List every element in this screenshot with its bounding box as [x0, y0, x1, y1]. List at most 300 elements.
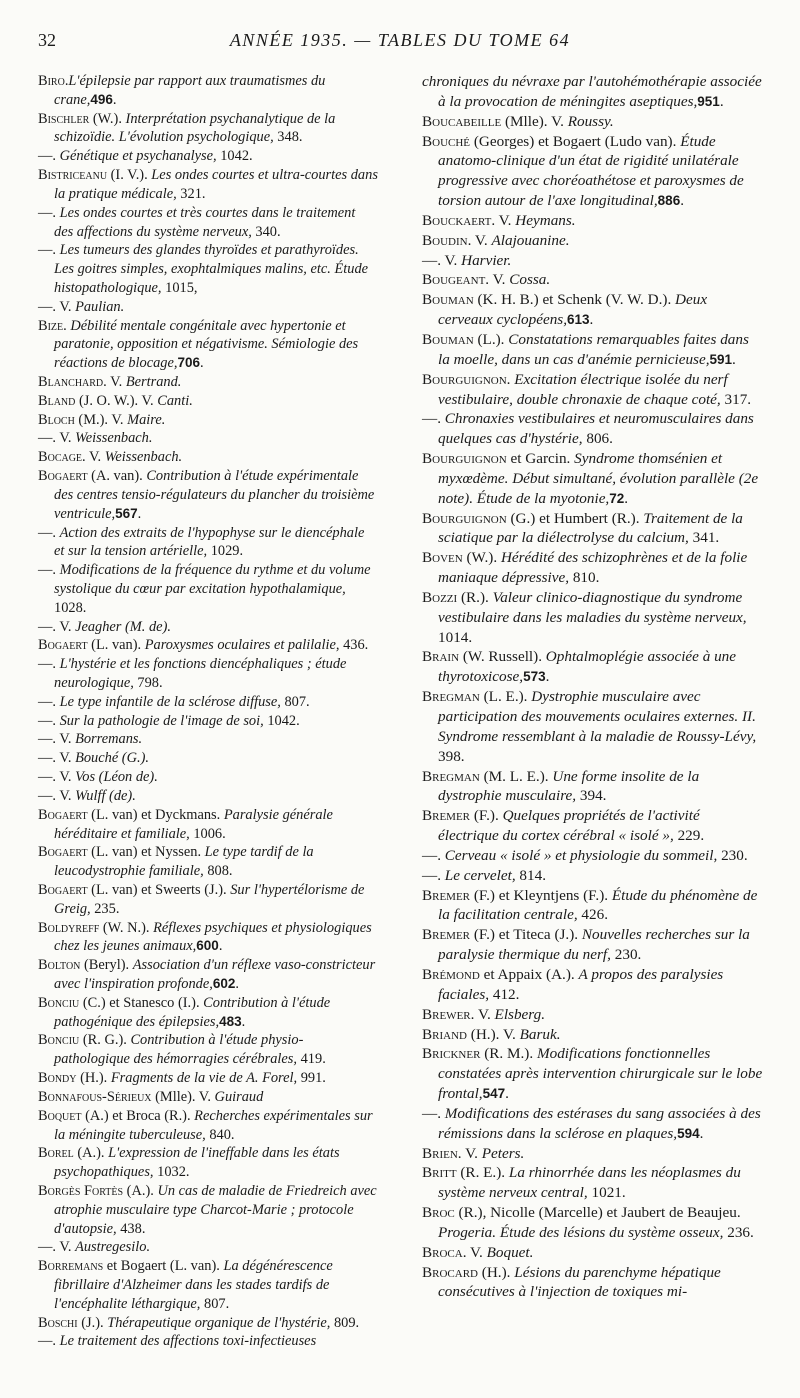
entry-tail: 1028. — [54, 599, 87, 616]
entry-text: (F.) et Titeca (J.). — [470, 926, 582, 944]
entry-text: V. — [106, 374, 126, 390]
page-reference: 706 — [177, 355, 201, 371]
entry-text: (W. Russell). — [459, 648, 546, 666]
entry-title: Paulian. — [75, 298, 125, 315]
author-name: Bourguignon — [422, 450, 507, 468]
author-name: Brickner — [422, 1045, 481, 1063]
entry-text: V. — [489, 271, 510, 289]
entry-title: Génétique et psychanalyse, — [59, 148, 217, 165]
entry-title: Syndrome thomsénien et myxœdème. Début simultané, évolution parallèle (2e note). Étude de la myotonie, — [438, 450, 759, 507]
entry-tail: 426. — [577, 906, 608, 924]
entry-tail: . — [112, 91, 117, 108]
page-reference: 600 — [196, 938, 219, 954]
author-name: Boucabeille — [422, 112, 502, 130]
entry-title: Une forme insolite de la dystrophie musculaire, — [438, 767, 700, 805]
entry-text: —. — [38, 693, 60, 710]
entry-text: (W. N.). — [99, 919, 154, 936]
entry-title: Interprétation psychanalytique de la schizoïdie. L'évolution psychologique, — [54, 110, 336, 146]
entry-text: (L.). — [473, 330, 509, 348]
entry-tail: 840. — [205, 1126, 235, 1143]
page-reference: 483 — [219, 1013, 242, 1029]
entry-text: (A. van). — [87, 468, 147, 485]
index-entry — [38, 1107, 378, 1145]
entry-text: (L. van) et Nyssen. — [87, 844, 205, 861]
entry-text: V. — [466, 1243, 487, 1261]
index-entry — [422, 1005, 764, 1025]
entry-tail: . — [732, 350, 736, 368]
entry-title: Cossa. — [509, 271, 551, 289]
entry-title: Alajouanine. — [491, 231, 570, 249]
index-entry — [38, 561, 378, 617]
entry-title: Hérédité des schizophrènes et de la folie maniaque dépressive, — [438, 549, 748, 587]
entry-tail: . — [589, 311, 594, 329]
index-entry — [38, 693, 378, 712]
entry-text: —. — [422, 866, 445, 884]
index-entry — [38, 1088, 378, 1107]
page-reference: 613 — [567, 312, 590, 328]
entry-title: Canti. — [157, 392, 193, 409]
entry-tail: . — [218, 938, 223, 955]
author-name: Bocage. — [38, 449, 86, 466]
index-column-right — [422, 72, 764, 1302]
page-header — [38, 30, 762, 56]
index-entry — [38, 636, 378, 655]
entry-title: Recherches expérimentales sur la méningite tuberculeuse, — [54, 1107, 373, 1143]
author-name: Boldyreff — [38, 919, 100, 936]
page-reference: 496 — [90, 91, 113, 107]
entry-tail: 1014. — [438, 628, 473, 646]
author-name: Blanchard. — [38, 374, 107, 390]
entry-title: Contribution à l'étude pathogénique des épilepsies, — [54, 994, 331, 1030]
author-name: Bonnafous-Sérieux — [38, 1088, 152, 1105]
author-name: Brien. — [422, 1144, 462, 1162]
author-name: Borgès Fortès — [38, 1182, 124, 1199]
author-name: Bozzi — [422, 588, 458, 606]
entry-title: Valeur clinico-diagnostique du syndrome vestibulaire dans les maladies du système nerveux, — [438, 588, 747, 626]
entry-text: (C.) et Stanesco (I.). — [79, 994, 204, 1011]
index-entry — [38, 749, 378, 768]
entry-tail: 348. — [273, 129, 303, 146]
entry-title: Heymans. — [515, 211, 576, 229]
entry-title: Le type tardif de la leucodystrophie familiale, — [54, 844, 314, 880]
entry-tail: 1021. — [587, 1184, 626, 1202]
entry-title: Lésions du parenchyme hépatique consécutives à l'injection de toxiques mi- — [438, 1263, 721, 1301]
entry-tail: 419. — [297, 1051, 326, 1068]
entry-text: (H.). — [76, 1070, 111, 1087]
author-name: Bistriceanu — [38, 167, 108, 184]
entry-text: —. V. — [422, 251, 462, 269]
entry-text: —. — [38, 1333, 60, 1350]
entry-tail: 814. — [515, 866, 546, 884]
author-name: Brain — [422, 648, 460, 666]
entry-text: —. — [38, 656, 60, 673]
entry-title: Un cas de maladie de Friedreich avec atrophie musculaire type Charcot-Marie ; protocole d'autopsie, — [54, 1182, 377, 1237]
entry-tail: 235. — [90, 900, 120, 917]
index-entry — [38, 298, 378, 317]
entry-title: Sur l'hypertélorisme de Greig, — [54, 881, 365, 917]
entry-text: V. — [495, 211, 516, 229]
entry-title: Maire. — [127, 411, 166, 428]
author-name: Bremer — [422, 807, 471, 825]
author-name: Biro. — [38, 73, 69, 89]
entry-tail: . — [680, 192, 684, 210]
index-entry — [38, 411, 378, 430]
entry-tail: . — [200, 355, 204, 372]
entry-tail: 807. — [280, 693, 310, 710]
author-name: Bland — [38, 392, 76, 409]
entry-text: (Beryl). — [80, 957, 133, 974]
entry-title: Les ondes courtes et très courtes dans le traitement des affections du système nerveux, — [54, 204, 356, 240]
author-name: Bize. — [38, 317, 67, 334]
index-entry — [422, 1025, 764, 1045]
index-entry — [422, 509, 764, 549]
entry-text: V. — [85, 449, 105, 466]
entry-title: Excitation électrique isolée du nerf vestibulaire, double chronaxie de chaque coté, — [438, 370, 728, 408]
entry-tail: . — [699, 1124, 704, 1142]
entry-tail: 412. — [489, 985, 520, 1003]
entry-text: (Mlle). V. — [151, 1088, 215, 1105]
index-entry — [38, 373, 378, 392]
index-entry — [422, 112, 764, 132]
entry-title: Paroxysmes oculaires et palilalie, — [144, 637, 340, 654]
index-entry — [38, 994, 378, 1032]
entry-title: Boquet. — [486, 1243, 534, 1261]
entry-text: —. — [422, 410, 445, 428]
entry-title: Débilité mentale congénitale avec hypertonie et paratonie, opposition et négativisme. Sémiologie des réactions de blocage, — [54, 317, 359, 372]
entry-text: —. V. — [38, 618, 76, 635]
entry-title: Roussy. — [567, 112, 614, 130]
entry-text: (M.). V. — [74, 411, 128, 428]
author-name: Boven — [422, 549, 463, 567]
author-name: Bogaert — [38, 844, 88, 861]
page-number: 32 — [38, 30, 56, 50]
entry-title: Thérapeutique organique de l'hystérie, — [107, 1314, 331, 1331]
entry-title: Peters. — [481, 1144, 525, 1162]
page-reference: 602 — [212, 976, 236, 991]
author-name: Bourguignon — [422, 509, 507, 527]
entry-title: chroniques du névraxe par l'autohémothérapie associée à la provocation de méningites aseptiques, — [422, 73, 762, 110]
entry-text: (W.). — [89, 110, 126, 127]
entry-title: Ophtalmoplégie associée à une thyrotoxicose, — [438, 648, 737, 686]
entry-title: Quelques propriétés de l'activité électrique du cortex cérébral « isolé », — [438, 807, 700, 845]
index-entry — [38, 204, 378, 242]
index-entry — [422, 886, 764, 926]
index-entry — [422, 290, 764, 330]
entry-tail: 809. — [330, 1314, 360, 1331]
entry-text: —. V. — [38, 750, 76, 767]
author-name: Boquet — [38, 1107, 82, 1124]
entry-text: (R.). — [457, 588, 493, 606]
author-name: Bremer — [422, 926, 471, 944]
entry-title: Harvier. — [461, 251, 512, 269]
index-entry — [38, 147, 378, 166]
entry-tail: . — [545, 668, 550, 686]
entry-tail: . — [505, 1085, 509, 1103]
index-entry — [422, 449, 764, 509]
index-entry — [422, 588, 764, 648]
entry-title: Traitement de la sciatique par la diélectrolyse du calcium, — [438, 509, 743, 547]
index-entry — [422, 1243, 764, 1263]
page-reference: 886 — [657, 193, 681, 209]
entry-tail: 321. — [176, 185, 206, 202]
index-entry — [38, 166, 378, 204]
entry-text: —. — [422, 846, 445, 864]
entry-text: —. — [38, 242, 60, 259]
entry-title: Modifications des estérases du sang associées à des rémissions dans la sclérose en plaques, — [438, 1104, 761, 1142]
author-name: Bogaert — [38, 637, 88, 654]
entry-title: Les ondes courtes et ultra-courtes dans la pratique médicale, — [54, 167, 378, 202]
entry-title: A propos des paralysies faciales, — [438, 965, 724, 1003]
index-entry — [422, 1203, 764, 1243]
index-entry — [38, 1031, 378, 1069]
entry-text: (A.) et Broca (R.). — [81, 1107, 195, 1124]
index-entry — [422, 330, 764, 370]
entry-title: Modifications fonctionnelles constatées après intervention chirurgicale sur le lobe frontal, — [438, 1045, 763, 1103]
entry-title: Guiraud — [214, 1088, 264, 1105]
entry-tail: 317. — [720, 390, 752, 408]
entry-tail: 806. — [582, 430, 613, 448]
author-name: Boudin. — [422, 231, 472, 249]
entry-text: —. V. — [38, 298, 76, 315]
entry-tail: 230. — [717, 846, 748, 864]
entry-text: et Garcin. — [506, 450, 575, 468]
entry-title: Weissenbach. — [75, 430, 153, 447]
entry-title: Austregesilo. — [75, 1239, 151, 1256]
entry-title: Paralysie générale héréditaire et familiale, — [54, 806, 333, 842]
entry-tail: . — [241, 1013, 246, 1030]
index-entry — [422, 806, 764, 846]
running-title: ANNÉE 1935. — TABLES DU TOME 64 — [229, 30, 571, 50]
author-name: Bonciu — [38, 994, 80, 1011]
index-entry — [422, 846, 764, 866]
entry-tail: 798. — [133, 675, 163, 691]
entry-text: et Appaix (A.). — [479, 965, 579, 983]
index-entry — [38, 1332, 378, 1351]
author-name: Boschi — [38, 1314, 78, 1331]
entry-title: La rhinorrhée dans les néoplasmes du système nerveux central, — [438, 1164, 741, 1202]
entry-title: Les tumeurs des glandes thyroïdes et parathyroïdes. Les goitres simples, exophtalmiques malins, etc. Étude histopathologique, — [54, 242, 369, 296]
entry-title: Action des extraits de l'hypophyse sur le diencéphale et sur la tension artérielle, — [54, 524, 365, 560]
entry-text: —. — [422, 1104, 445, 1122]
index-entry — [38, 730, 378, 749]
index-entry — [38, 881, 378, 919]
author-name: Bourguignon. — [422, 370, 511, 388]
index-entry — [422, 1044, 764, 1104]
entry-tail: 236. — [723, 1223, 754, 1241]
index-entry — [38, 787, 378, 806]
author-name: Bischler — [38, 110, 90, 127]
index-entry — [38, 1314, 378, 1333]
index-entry — [38, 317, 378, 373]
entry-text: (Mlle). V. — [501, 112, 568, 130]
index-entry — [422, 211, 764, 231]
entry-tail: 1032. — [153, 1164, 190, 1181]
index-entry — [38, 919, 378, 957]
entry-text: —. V. — [38, 731, 76, 748]
author-name: Briand — [422, 1025, 467, 1043]
index-entry — [422, 866, 764, 886]
index-entry — [422, 132, 764, 211]
entry-title: Baruk. — [519, 1025, 561, 1043]
author-name: Bregman — [422, 688, 480, 706]
entry-title: Contribution à l'étude expérimentale des centres tensio-régulateurs du plancher du troisième ventricule, — [54, 468, 375, 522]
entry-title: Étude du phénomène de la facilitation centrale, — [438, 886, 758, 924]
entry-title: Wulff (de). — [75, 787, 136, 804]
index-entry — [38, 1182, 378, 1238]
author-name: Bogaert — [38, 806, 88, 823]
author-name: Bougeant. — [422, 271, 490, 289]
page-reference: 591 — [709, 351, 733, 367]
entry-tail: 436. — [339, 637, 369, 654]
index-column-left — [38, 72, 378, 1351]
entry-tail: 438. — [116, 1220, 146, 1237]
index-entry — [38, 467, 378, 523]
index-entry — [38, 1238, 378, 1257]
entry-text: (J. O. W.). V. — [75, 392, 158, 409]
entry-title: Cerveau « isolé » et physiologie du sommeil, — [444, 846, 718, 864]
entry-text: (R. E.). — [456, 1164, 509, 1182]
author-name: Bolton — [38, 957, 81, 974]
entry-tail: 1029. — [207, 543, 244, 560]
author-name: Britt — [422, 1164, 457, 1182]
index-entry — [38, 1144, 378, 1182]
index-entry — [422, 72, 764, 112]
entry-text: (H.). — [477, 1263, 515, 1281]
entry-tail: 341. — [688, 529, 720, 547]
entry-title: L'épilepsie par rapport aux traumatismes du crane, — [54, 73, 326, 108]
entry-text: (R.), Nicolle (Marcelle) et Jaubert de Beaujeu. — [454, 1204, 741, 1222]
entry-tail: 808. — [203, 863, 233, 880]
entry-text: (L. van) et Dyckmans. — [87, 806, 224, 823]
entry-text: V. — [461, 1144, 482, 1162]
author-name: Bremer — [422, 886, 471, 904]
entry-tail: 394. — [576, 787, 607, 805]
entry-tail: 1015, — [161, 279, 198, 296]
index-entry — [422, 1263, 764, 1303]
entry-title: Bertrand. — [125, 374, 182, 390]
author-name: Bouché — [422, 132, 471, 150]
entry-title: Elsberg. — [494, 1005, 546, 1023]
index-entry — [422, 647, 764, 687]
index-entry — [38, 72, 378, 110]
entry-text: et Bogaert (L. van). — [103, 1258, 224, 1275]
index-entry — [422, 767, 764, 807]
entry-title: Nouvelles recherches sur la paralysie thermique du nerf, — [438, 926, 750, 964]
index-entry — [38, 1069, 378, 1088]
entry-title: L'hystérie et les fonctions diencéphaliques ; étude neurologique, — [54, 656, 347, 691]
entry-title: Progeria. Étude des lésions du système osseux, — [438, 1223, 724, 1241]
index-entry — [38, 956, 378, 994]
page-reference: 547 — [482, 1086, 506, 1102]
entry-title: Jeagher (M. de). — [75, 618, 171, 635]
page-reference: 567 — [115, 505, 138, 521]
entry-text: (R. G.). — [79, 1032, 131, 1049]
entry-text: —. — [38, 148, 60, 165]
entry-tail: 807. — [200, 1295, 230, 1312]
entry-text: (W.). — [462, 549, 501, 567]
author-name: Bonciu — [38, 1032, 80, 1049]
entry-text: V. — [471, 231, 492, 249]
entry-tail: 1006. — [189, 825, 226, 842]
entry-title: Chronaxies vestibulaires et neuromusculaires dans quelques cas d'hystérie, — [438, 410, 754, 448]
index-entry — [422, 1163, 764, 1203]
index-entry — [38, 806, 378, 844]
entry-title: Le type infantile de la sclérose diffuse, — [59, 693, 281, 710]
entry-text: —. V. — [38, 769, 76, 786]
index-entry — [38, 618, 378, 637]
index-entry — [422, 231, 764, 251]
entry-tail: 1042. — [263, 712, 300, 729]
author-name: Borremans — [38, 1258, 104, 1275]
entry-text: —. — [38, 562, 60, 579]
page-reference: 72 — [609, 490, 625, 506]
entry-text: (L. E.). — [479, 688, 532, 706]
page-reference: 951 — [697, 93, 720, 109]
author-name: Bouman — [422, 330, 474, 348]
index-entry — [422, 548, 764, 588]
index-entry — [422, 965, 764, 1005]
index-entry — [422, 687, 764, 766]
entry-title: Étude anatomo-clinique d'un état de rigidité unilatérale progressive avec choréoathétose et paroxysmes de torsion autour de l'axe longitudinal, — [438, 132, 744, 210]
author-name: Bouckaert. — [422, 211, 496, 229]
entry-title: Vos (Léon de). — [75, 769, 158, 786]
entry-text: V. — [474, 1005, 495, 1023]
author-name: Bondy — [38, 1070, 77, 1087]
entry-title: Borremans. — [75, 731, 143, 748]
author-name: Bogaert — [38, 881, 88, 898]
entry-text: (H.). V. — [466, 1025, 520, 1043]
index-entry — [422, 409, 764, 449]
entry-title: Le cervelet, — [444, 866, 516, 884]
entry-tail: 340. — [251, 223, 281, 240]
entry-text: (G.) et Humbert (R.). — [506, 509, 644, 527]
author-name: Broca. — [422, 1243, 467, 1261]
entry-text: —. — [38, 524, 60, 541]
index-entry — [422, 270, 764, 290]
entry-text: (J.). — [77, 1314, 108, 1331]
entry-text: —. — [38, 204, 60, 221]
entry-text: (Georges) et Bogaert (Ludo van). — [470, 132, 681, 150]
entry-text: —. V. — [38, 787, 76, 804]
entry-title: Modifications de la fréquence du rythme et du volume systolique du cœur par excitation hypothalamique, — [54, 562, 371, 597]
page-reference: 573 — [523, 669, 546, 685]
page-reference: 594 — [677, 1125, 700, 1141]
entry-title: Contribution à l'étude physio-pathologique des hémorragies cérébrales, — [54, 1032, 304, 1068]
entry-title: L'expression de l'ineffable dans les états psychopathiques, — [54, 1145, 340, 1181]
index-entry — [38, 712, 378, 731]
author-name: Bogaert — [38, 468, 88, 485]
index-entry — [38, 110, 378, 148]
index-entry — [38, 768, 378, 787]
index-entry — [422, 925, 764, 965]
entry-text: (L. van). — [87, 637, 145, 654]
entry-text: (M. L. E.). — [479, 767, 553, 785]
author-name: Brocard — [422, 1263, 478, 1281]
index-entry — [422, 1144, 764, 1164]
index-entry — [38, 448, 378, 467]
entry-text: (L. van) et Sweerts (J.). — [87, 881, 231, 898]
entry-title: Sur la pathologie de l'image de soi, — [59, 712, 264, 729]
index-entry — [422, 370, 764, 410]
entry-tail: 991. — [297, 1070, 326, 1087]
author-name: Broc — [422, 1204, 455, 1222]
entry-title: Weissenbach. — [104, 449, 183, 466]
entry-title: Association d'un réflexe vaso-constricteur avec l'inspiration profonde, — [54, 957, 376, 992]
entry-text: —. V. — [38, 430, 76, 447]
index-entry — [38, 524, 378, 562]
entry-tail: 1042. — [216, 148, 253, 165]
author-name: Borel — [38, 1145, 74, 1162]
